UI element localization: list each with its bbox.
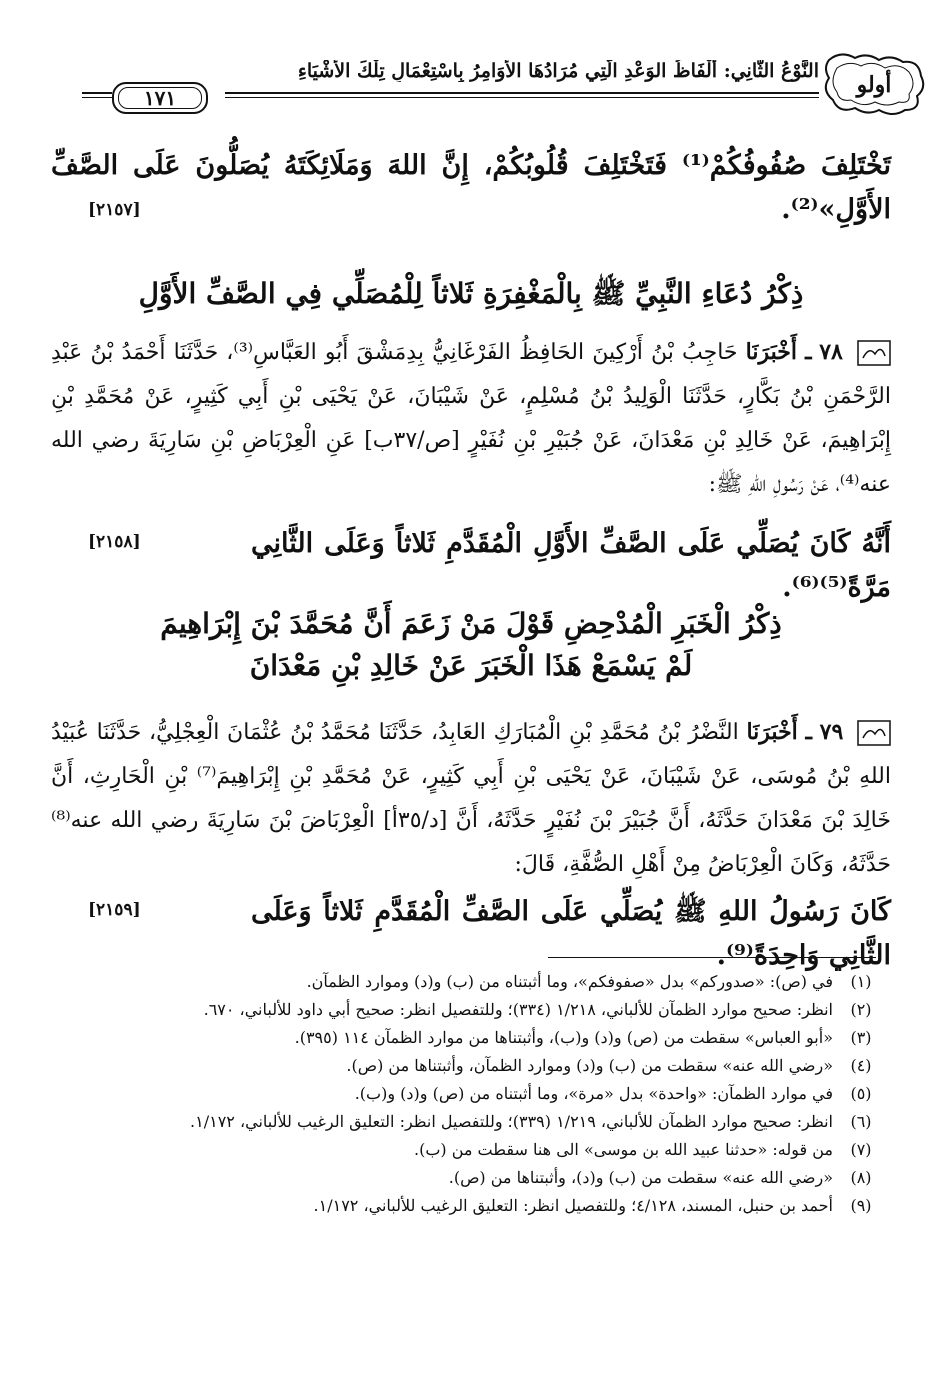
footnote-2: (٢) انظر: صحيح موارد الظمآن للألباني، ١/٢١٨ (٣٣٤)؛ وللتفصيل انظر: صحيح أبي داود للألباني، ٦٧٠. bbox=[203, 1000, 872, 1019]
hadith-isnad: النَّضْرُ بْنُ مُحَمَّدِ بْنِ الْمُبَارَكِ العَابِدُ، حَدَّثَنَا مُحَمَّدُ بْنُ عُثْمَانَ الْعِجْلِيُّ، حَدَّثَنَا عُبَيْدُ اللهِ بْنُ مُوسَى، عَنْ شَيْبَانَ، عَنْ يَحْيَى بْنِ أَبِي كَثِيرٍ، عَنْ مُحَمَّدِ بْنِ إِبْرَاهِيمَ⁽⁷⁾ بْنِ الْحَارِثِ، أَنَّ خَالِدَ بْنَ مَعْدَانَ حَدَّثَهُ، أَنَّ جُبَيْرَ بْنَ نُفَيْرٍ حَدَّثَهُ، أَنَّ [د/٣٥أ] الْعِرْبَاضَ بْنَ سَارِيَةَ رضي الله عنه⁽⁸⁾ حَدَّثَهُ، وَكَانَ الْعِرْبَاضُ مِنْ أَهْلِ الصُّفَّةِ، قَالَ: bbox=[51, 720, 891, 877]
footnote-separator bbox=[548, 957, 876, 958]
svg-text:أولو: أولو bbox=[856, 72, 892, 98]
page-number-box bbox=[112, 82, 208, 114]
page-header bbox=[82, 50, 927, 120]
header-rule-left-thin bbox=[82, 97, 112, 98]
footnote-1: (١) في (ص): «صدوركم» بدل «صفوفكم»، وما أثبتناه من (ب) و(د) وموارد الظمآن. bbox=[306, 972, 872, 991]
hadith-lead: أَخْبَرَنَا bbox=[745, 339, 797, 365]
hadith-79-matn: كَانَ رَسُولُ اللهِ ﷺ يُصَلِّي عَلَى الصَّفِّ الْمُقَدَّمِ ثَلاثاً وَعَلَى الثَّانِي وَاحِدَةً⁽⁹⁾. bbox=[251, 896, 891, 971]
section-heading-2-line-2: لَمْ يَسْمَعْ هَذَا الْخَبَرَ عَنْ خَالِدِ بْنِ مَعْدَانَ bbox=[249, 649, 693, 682]
footnote-7: (٧) من قوله: «حدثنا عبيد الله بن موسى» الى هنا سقطت من (ب). bbox=[414, 1140, 872, 1159]
page-number: ١٧١ bbox=[143, 86, 177, 110]
footnote-5: (٥) في موارد الظمآن: «واحدة» بدل «مرة»، وما أثبتناه من (ص) و(د) و(ب). bbox=[354, 1084, 872, 1103]
footnote-8: (٨) «رضي الله عنه» سقطت من (ب) و(د)، وأثبتناها من (ص). bbox=[448, 1168, 872, 1187]
footnote-4: (٤) «رضي الله عنه» سقطت من (ب) و(د) وموارد الظمآن، وأثبتناها من (ص). bbox=[346, 1056, 872, 1075]
hadith-number: ٧٩ ـ bbox=[805, 719, 844, 745]
section-heading-1: ذِكْرُ دُعَاءِ النَّبِيِّ ﷺ بِالْمَغْفِرَةِ ثَلاثاً لِلْمُصَلِّي فِي الصَّفِّ الأَوَّلِ bbox=[138, 277, 804, 310]
header-rule-left bbox=[82, 92, 112, 94]
intro-body: تَخْتَلِفَ صُفُوفُكُمْ⁽¹⁾ فَتَخْتَلِفَ قُلُوبُكُمْ، إِنَّ اللهَ وَمَلَائِكَتَهُ يُصَلُّونَ عَلَى الصَّفِّ الأَوَّلِ»⁽²⁾. bbox=[51, 150, 891, 225]
running-title: النَّوْعُ الثَّانِي: أَلْفَاظُ الوَعْدِ الَّتِي مُرَادُهَا الأَوَامِرُ بِاسْتِعْمَالِ تِلْكَ الأَشْيَاءِ bbox=[297, 60, 819, 82]
header-rule-thin bbox=[225, 97, 819, 98]
hadith-78 bbox=[51, 330, 891, 507]
header-rule bbox=[225, 92, 819, 94]
chapter-badge-icon bbox=[821, 50, 927, 118]
footnote-6: (٦) انظر: صحيح موارد الظمآن للألباني، ١/٢١٩ (٣٣٩)؛ وللتفصيل انظر: التعليق الرغيب للألباني، ١/١٧٢. bbox=[190, 1112, 872, 1131]
hadith-marker-icon bbox=[857, 720, 891, 746]
footnote-3: (٣) «أبو العباس» سقطت من (ص) و(د) و(ب)، وأثبتناها من موارد الظمآن ١١٤ (٣٩٥). bbox=[294, 1028, 872, 1047]
section-heading-2-line-1: ذِكْرُ الْخَبَرِ الْمُدْحِضِ قَوْلَ مَنْ زَعَمَ أَنَّ مُحَمَّدَ بْنَ إِبْرَاهِيمَ bbox=[160, 607, 782, 640]
hadith-78-matn: أَنَّهُ كَانَ يُصَلِّي عَلَى الصَّفِّ الأَوَّلِ الْمُقَدَّمِ ثَلاثاً وَعَلَى الثَّانِي مَرَّةً⁽⁵⁾⁽⁶⁾. bbox=[251, 528, 891, 603]
footnotes bbox=[61, 968, 881, 1220]
hadith-79 bbox=[51, 710, 891, 887]
footnote-9: (٩) أحمد بن حنبل، المسند، ٤/١٢٨؛ وللتفصيل انظر: التعليق الرغيب للألباني، ١/١٧٢. bbox=[313, 1196, 872, 1215]
intro-text bbox=[51, 144, 891, 232]
hadith-number: ٧٨ ـ bbox=[805, 339, 843, 365]
hadith-79-ref: [٢١٥٩] bbox=[88, 900, 141, 920]
intro-ref: [٢١٥٧] bbox=[88, 200, 141, 220]
hadith-marker-icon bbox=[857, 340, 891, 366]
hadith-lead: أَخْبَرَنَا bbox=[746, 719, 798, 745]
hadith-78-ref: [٢١٥٨] bbox=[88, 532, 141, 552]
hadith-isnad: حَاجِبُ بْنُ أَرْكِينَ الحَافِظُ الفَرْغَانِيُّ بِدِمَشْقَ أَبُو العَبَّاسِ⁽³⁾، حَدَّثَنَا أَحْمَدُ بْنُ عَبْدِ الرَّحْمَنِ بْنُ بَكَّارٍ، حَدَّثَنَا الْوَلِيدُ بْنُ مُسْلِمٍ، عَنْ شَيْبَانَ، عَنْ يَحْيَى بْنِ أَبِي كَثِيرٍ، عَنْ مُحَمَّدِ بْنِ إِبْرَاهِيمَ، عَنْ خَالِدِ بْنِ مَعْدَانَ، عَنْ جُبَيْرِ بْنِ نُفَيْرٍ [ص/٣٧ب] عَنِ الْعِرْبَاضِ بْنِ سَارِيَةَ رضي الله عنه⁽⁴⁾، عَنْ رَسُولِ اللهِ ﷺ: bbox=[51, 340, 892, 497]
